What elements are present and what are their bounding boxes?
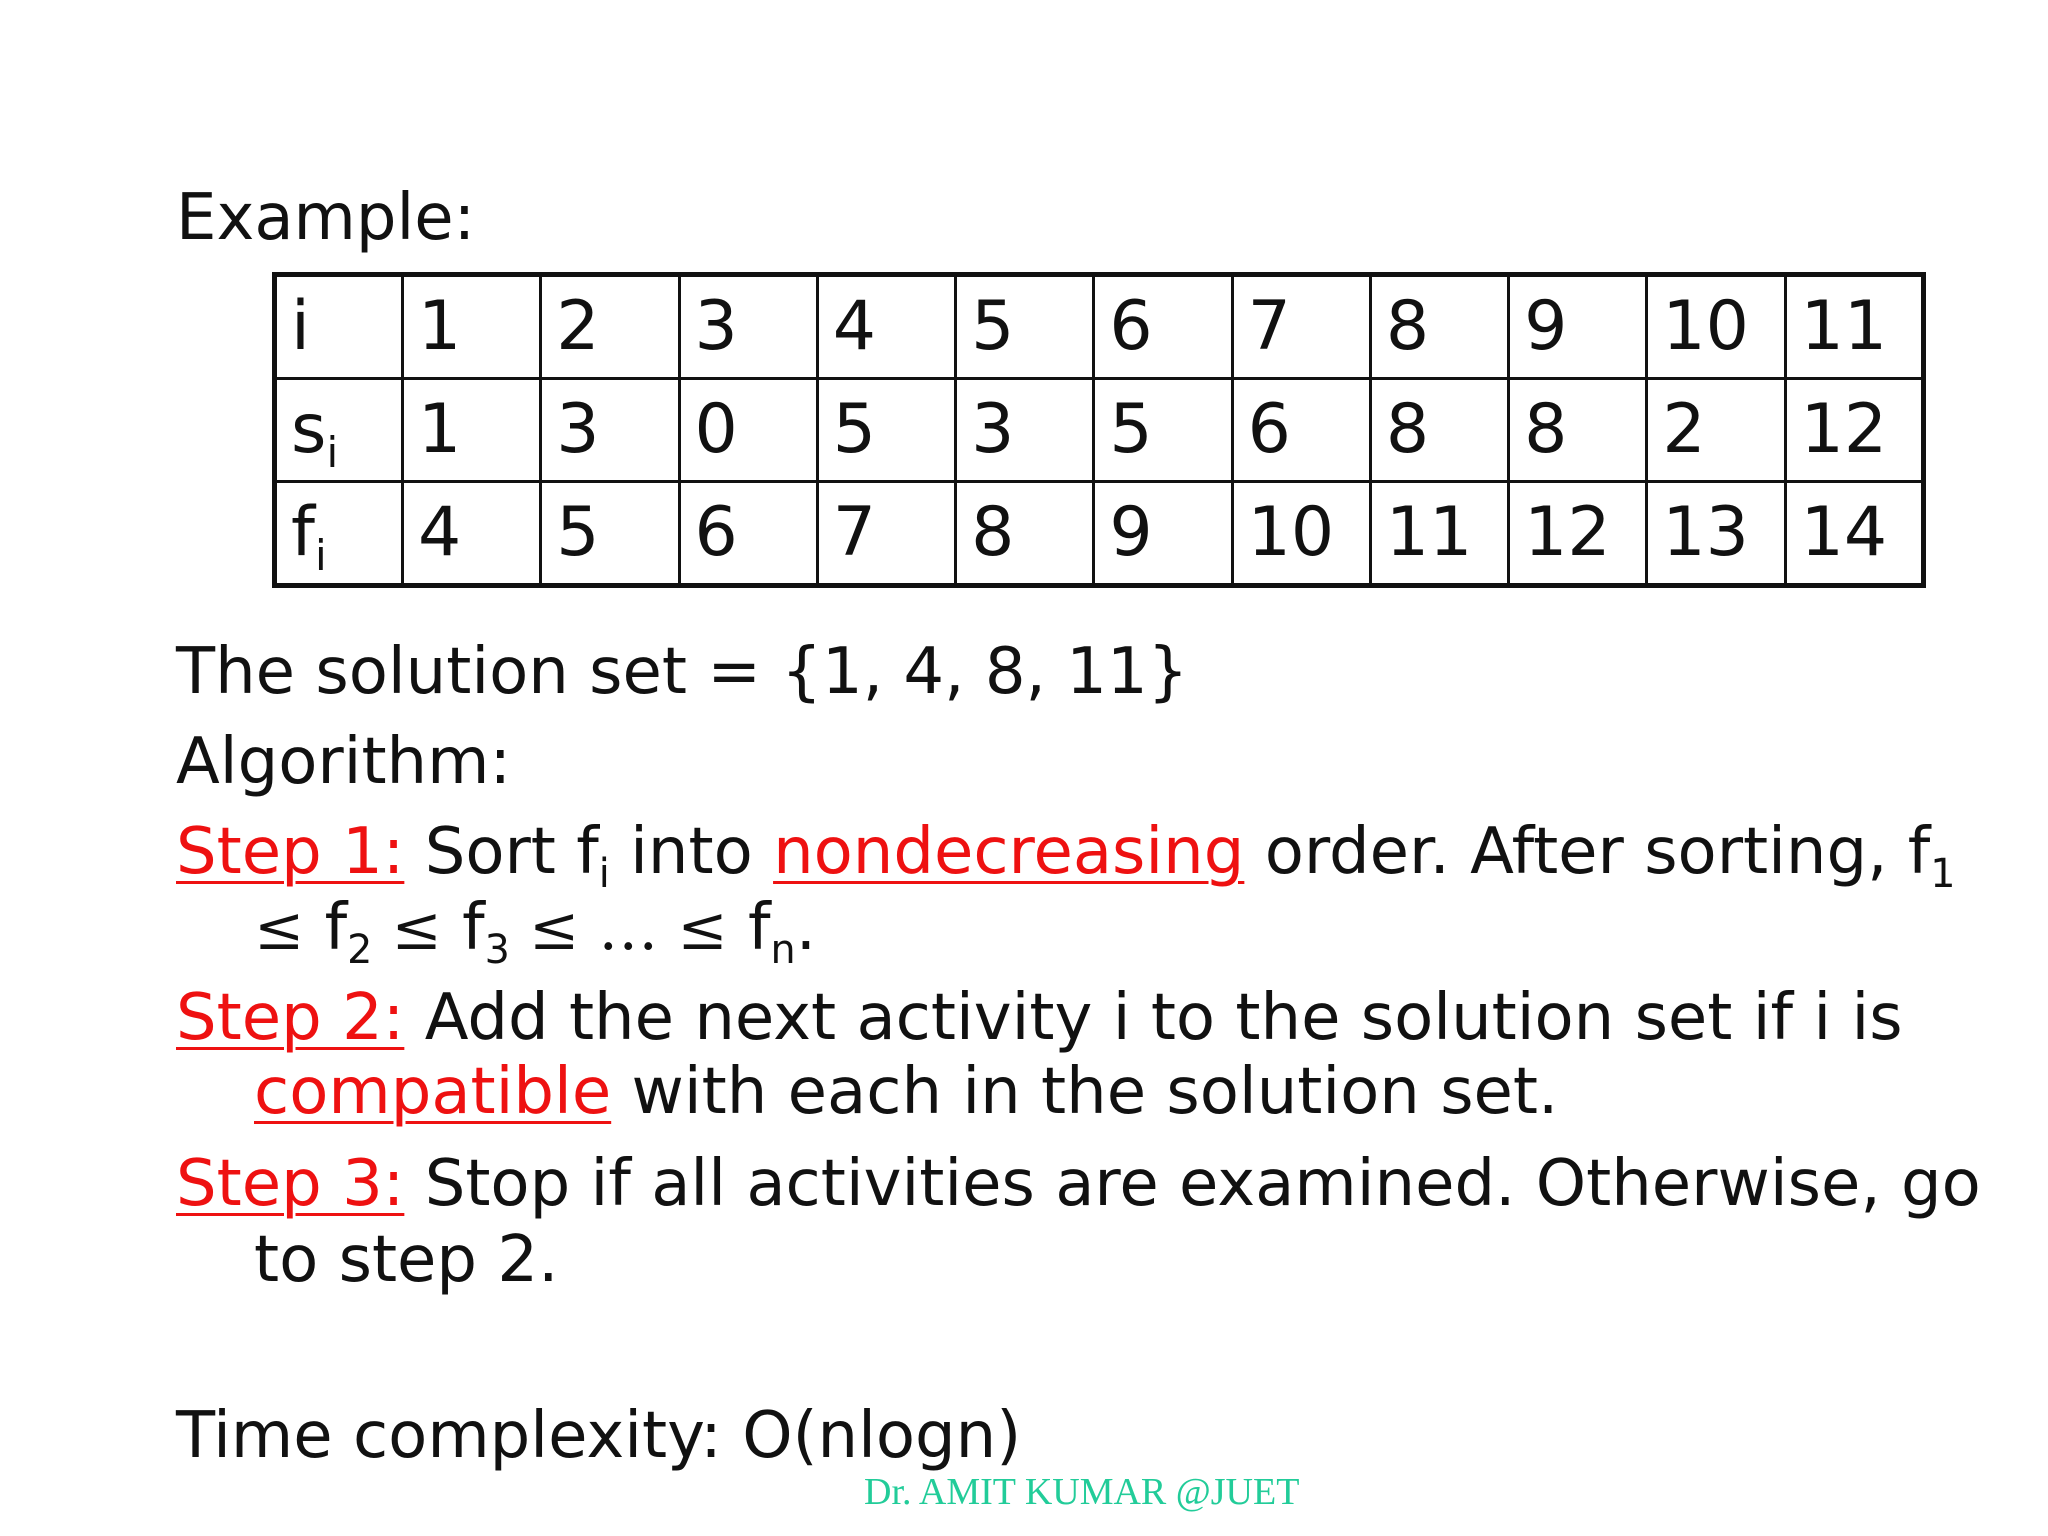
leq-symbol: ≤ [372,894,442,964]
step1-sub-1: 1 [1930,850,1956,897]
table-row-s [275,379,1924,482]
step1-line1 [176,812,1956,897]
step1-sub-n: n [770,926,796,973]
table-cell: 7 [1232,275,1370,379]
activity-table [272,272,1926,588]
table-cell: 12 [1509,482,1647,586]
row-header-subscript: i [326,427,339,477]
table-cell: 4 [403,482,541,586]
table-cell: 8 [1370,379,1508,482]
table-cell: 7 [817,482,955,586]
step1-f3: f [441,891,485,965]
table-cell: 10 [1232,482,1370,586]
step1-keyword: nondecreasing [773,815,1245,889]
step1-f2: f [304,891,348,965]
footer-credit: Dr. AMIT KUMAR @JUET [864,1471,1300,1513]
table-row-f [275,482,1924,586]
table-cell: 0 [679,379,817,482]
step1-sub-i: i [598,850,610,897]
table-cell: 5 [956,275,1094,379]
step1-sub-2: 2 [347,926,373,973]
step1-text-c: order. After sorting, f [1244,815,1931,889]
table-cell: 2 [541,275,679,379]
step2-line2 [254,1052,1558,1132]
table-cell: 6 [1094,275,1232,379]
step1-text-a: Sort f [404,815,599,889]
table-cell: 5 [1094,379,1232,482]
step3-line2: to step 2. [254,1223,559,1297]
table-cell: 5 [817,379,955,482]
step1-line2 [254,888,817,973]
step1-period: . [795,891,817,965]
step2-label: Step 2: [176,981,405,1055]
table-cell: 4 [817,275,955,379]
table-cell: 11 [1370,482,1508,586]
step3-label: Step 3: [176,1147,405,1221]
table-cell: 13 [1647,482,1785,586]
row-header-i [275,275,403,379]
step3-line1 [176,1144,1981,1224]
table-cell: 5 [541,482,679,586]
algorithm-heading: Algorithm: [176,725,511,799]
step1-label: Step 1: [176,815,405,889]
table-cell: 1 [403,379,541,482]
table-cell: 8 [956,482,1094,586]
leq-symbol: ≤ [254,894,305,964]
table-cell: 2 [1647,379,1785,482]
example-heading: Example: [176,181,476,255]
table-cell: 3 [541,379,679,482]
solution-set-text: The solution set = {1, 4, 8, 11} [176,635,1189,709]
row-header-label: i [291,287,310,366]
table-cell: 3 [956,379,1094,482]
row-header-s [275,379,403,482]
table-cell: 11 [1785,275,1923,379]
step1-text-b: into [609,815,774,889]
step2-text-a: Add the next activity i to the solution set if i is [404,981,1903,1055]
row-header-label: f [291,493,315,572]
row-header-label: s [291,390,327,469]
table-cell: 8 [1509,379,1647,482]
table-cell: 12 [1785,379,1923,482]
table-row-i [275,275,1924,379]
table-cell: 3 [679,275,817,379]
step1-sub-3: 3 [484,926,510,973]
table-cell: 10 [1647,275,1785,379]
step2-text-b: with each in the solution set. [611,1055,1559,1129]
step2-line1 [176,978,1903,1058]
table-cell: 6 [1232,379,1370,482]
leq-ellipsis: ≤ … ≤ [509,894,728,964]
table-cell: 9 [1509,275,1647,379]
table-cell: 9 [1094,482,1232,586]
row-header-subscript: i [314,530,327,580]
table-cell: 8 [1370,275,1508,379]
step1-fn: f [727,891,771,965]
time-complexity: Time complexity: O(nlogn) [176,1399,1022,1473]
table-cell: 6 [679,482,817,586]
table-cell: 14 [1785,482,1923,586]
table-cell: 1 [403,275,541,379]
row-header-f [275,482,403,586]
step3-text-a: Stop if all activities are examined. Otherwise, go [404,1147,1981,1221]
step2-keyword: compatible [254,1055,612,1129]
